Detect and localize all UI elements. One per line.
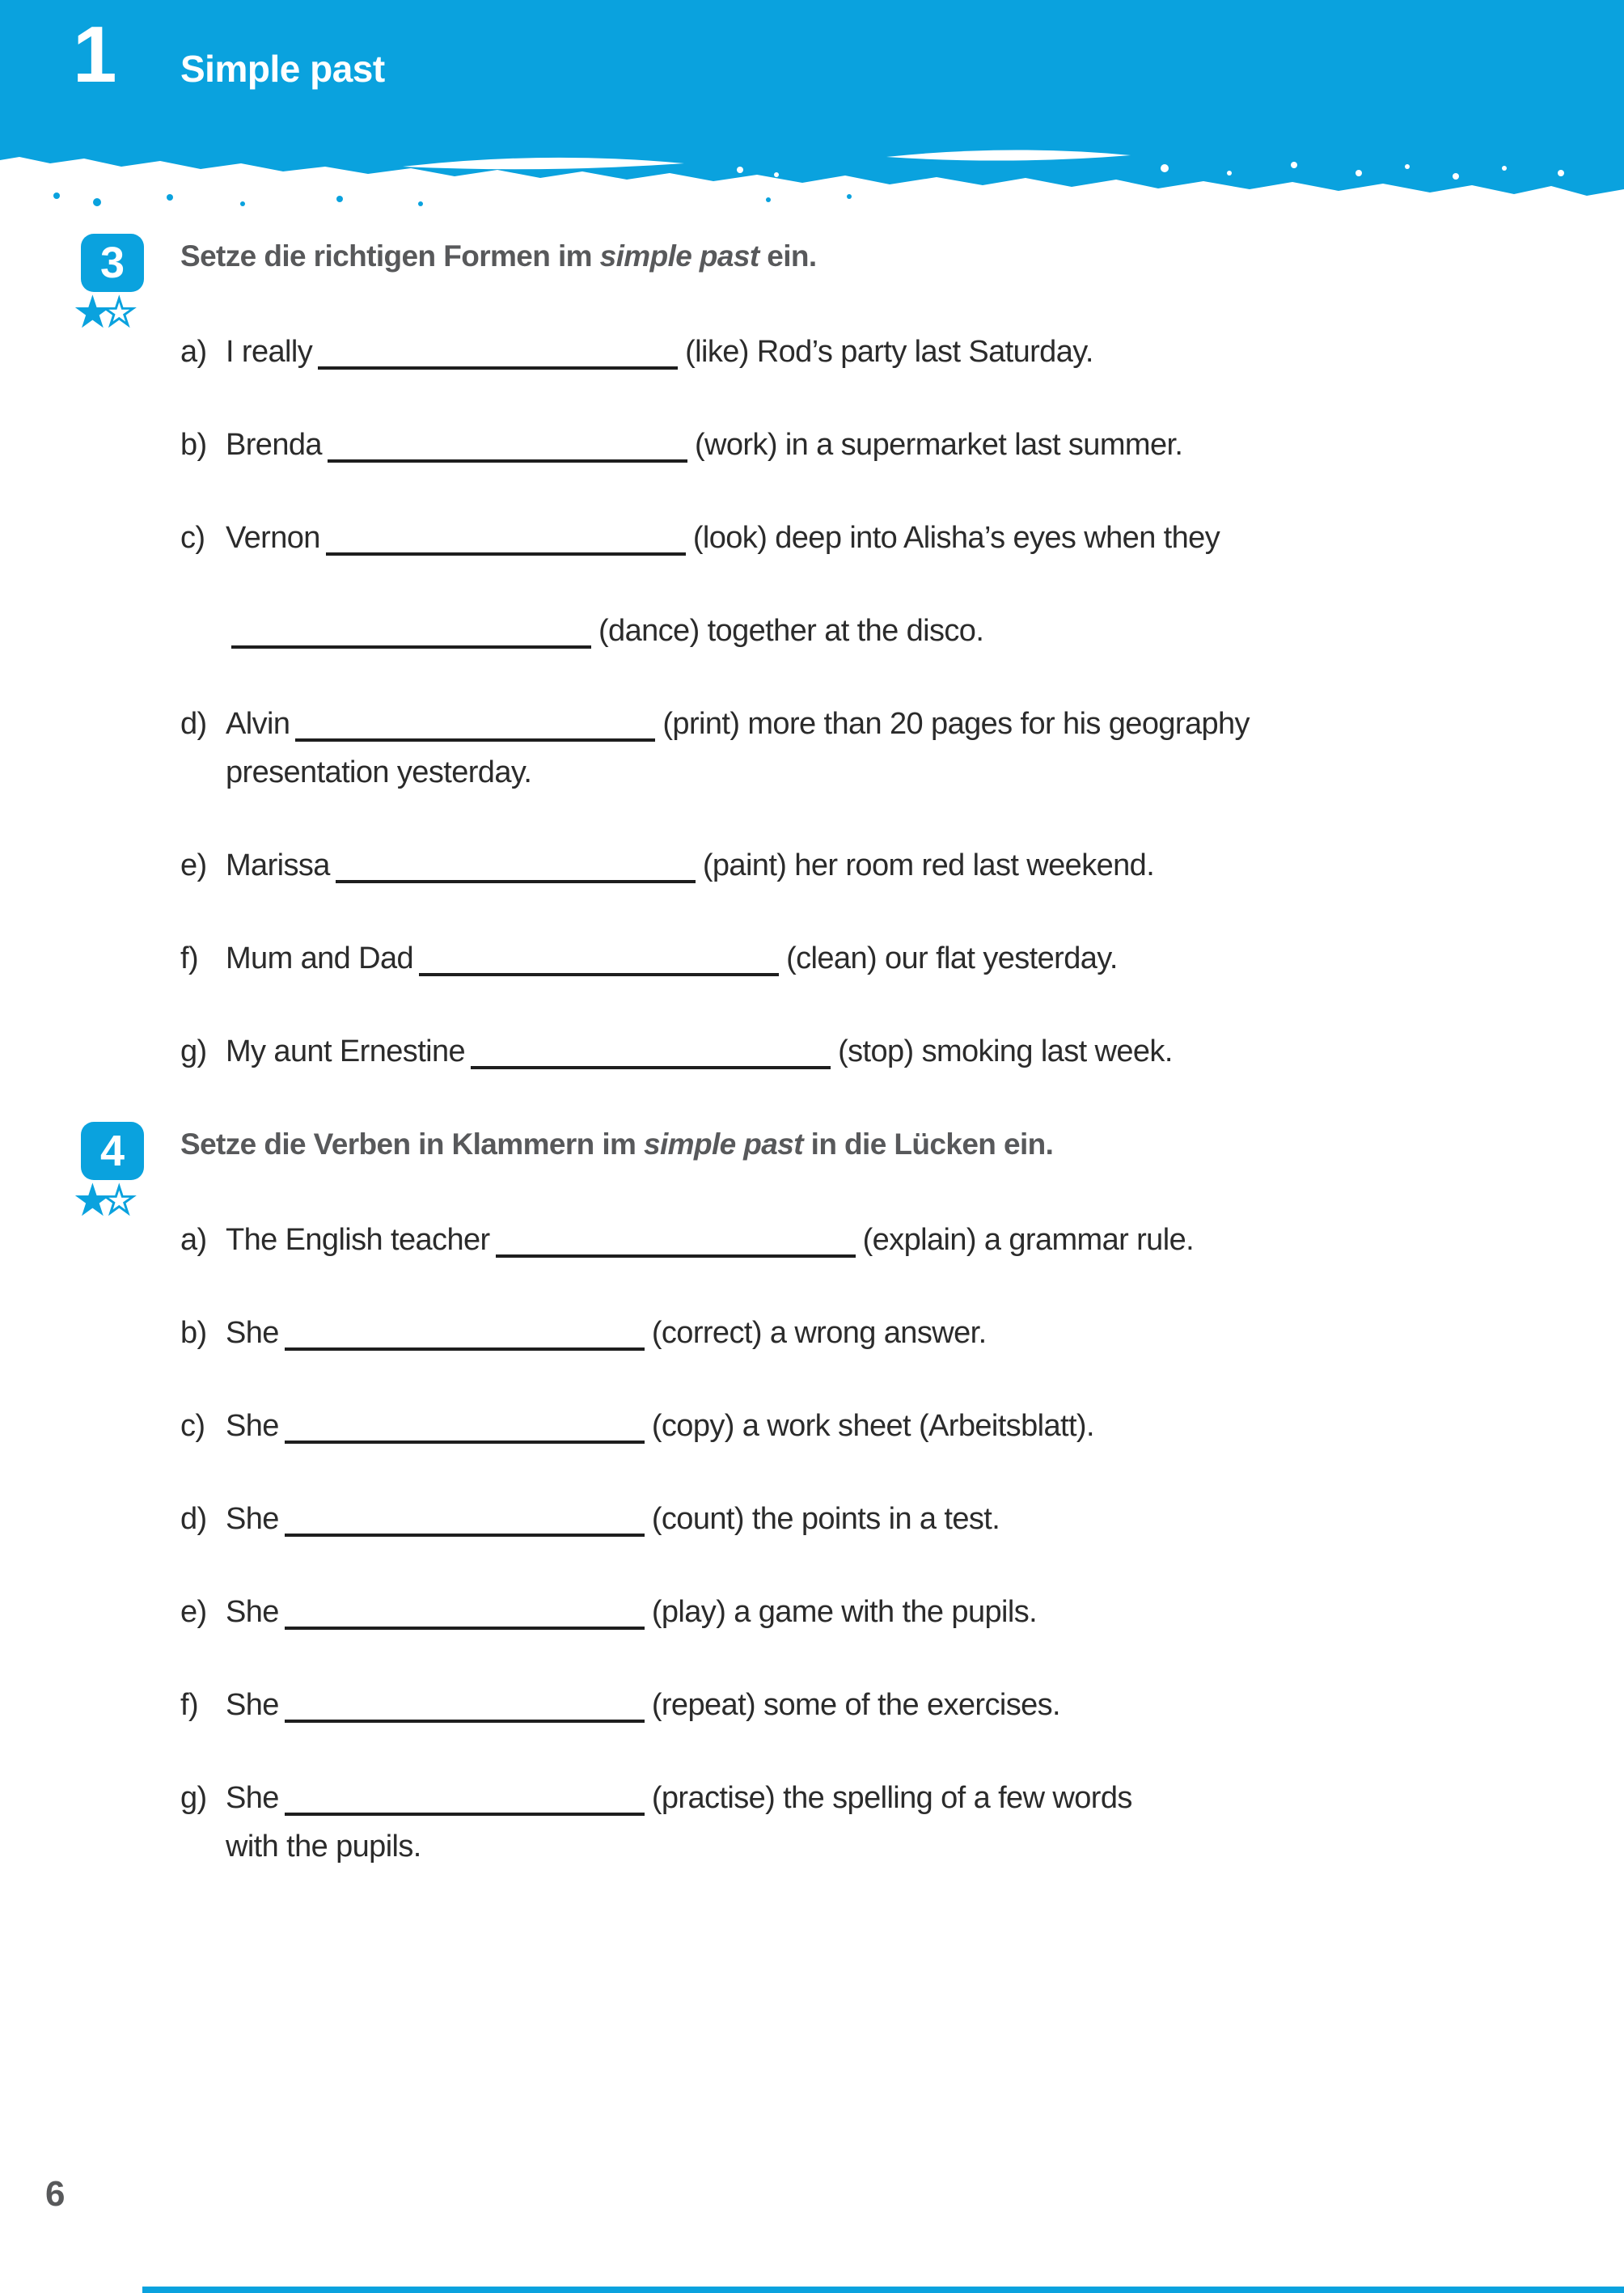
- exercise-item: [180, 1495, 1624, 1543]
- page-number: 6: [45, 2174, 66, 2214]
- item-text: (dance) together at the disco.: [598, 614, 984, 648]
- instruction-text: ein.: [759, 239, 817, 273]
- item-text: (copy) a work sheet (Arbeitsblatt).: [651, 1409, 1094, 1443]
- item-text: The English teacher: [226, 1223, 490, 1257]
- item-text: My aunt Ernestine: [226, 1034, 466, 1068]
- item-line: [226, 1027, 1624, 1076]
- item-text: I really: [226, 335, 313, 369]
- item-line: [226, 748, 1624, 797]
- item-lines: [226, 1681, 1624, 1729]
- instruction-text: Setze die richtigen Formen im: [180, 239, 600, 273]
- item-line: [226, 841, 1624, 890]
- item-text: She: [226, 1409, 279, 1443]
- item-lines: [226, 934, 1624, 983]
- star-filled-icon: ★: [74, 290, 101, 335]
- item-line: [226, 607, 1624, 655]
- fill-in-blank: [231, 610, 591, 649]
- fill-in-blank: [285, 1777, 645, 1816]
- item-lines: [226, 421, 1624, 469]
- fill-in-blank: [295, 703, 655, 742]
- item-label: a): [180, 1223, 207, 1257]
- exercise-item: [180, 1774, 1624, 1871]
- fill-in-blank: [285, 1312, 645, 1351]
- item-label: f): [180, 1688, 199, 1722]
- item-list: [180, 1216, 1624, 1871]
- exercises-container: [0, 232, 1624, 1915]
- item-label: b): [180, 1316, 207, 1350]
- exercise-instruction: [180, 1120, 1624, 1169]
- item-label: c): [180, 1409, 205, 1443]
- item-line: [226, 328, 1624, 376]
- item-text: She: [226, 1595, 279, 1629]
- fill-in-blank: [419, 937, 779, 976]
- item-line: [226, 700, 1624, 748]
- fill-in-blank: [285, 1591, 645, 1630]
- item-text: (print) more than 20 pages for his geography: [662, 707, 1250, 741]
- fill-in-blank: [285, 1498, 645, 1537]
- item-text: (paint) her room red last weekend.: [702, 848, 1155, 882]
- item-label: c): [180, 521, 205, 555]
- item-text: Marissa: [226, 848, 330, 882]
- item-lines: [226, 1588, 1624, 1636]
- exercise-item: [180, 328, 1624, 376]
- item-label: a): [180, 335, 207, 369]
- item-line: [226, 1216, 1624, 1264]
- fill-in-blank: [285, 1405, 645, 1444]
- item-text: (correct) a wrong answer.: [651, 1316, 987, 1350]
- exercise-item: [180, 1216, 1624, 1264]
- item-line: [226, 1822, 1624, 1871]
- header-brush-band: [0, 0, 1624, 220]
- item-text: (look) deep into Alisha’s eyes when they: [692, 521, 1220, 555]
- item-text: She: [226, 1688, 279, 1722]
- instruction-text: in die Lücken ein.: [802, 1127, 1054, 1161]
- instruction-term: simple past: [644, 1127, 803, 1161]
- item-text: with the pupils.: [226, 1830, 421, 1864]
- item-lines: [226, 1027, 1624, 1076]
- exercise-item: [180, 1681, 1624, 1729]
- unit-title: Simple past: [180, 48, 385, 90]
- exercise-item: [180, 1027, 1624, 1076]
- item-text: (stop) smoking last week.: [838, 1034, 1173, 1068]
- item-lines: [226, 1309, 1624, 1357]
- fill-in-blank: [496, 1219, 856, 1258]
- item-text: Brenda: [226, 428, 322, 462]
- difficulty-stars: [74, 1180, 128, 1221]
- fill-in-blank: [336, 844, 696, 883]
- star-filled-icon: ★: [74, 1178, 101, 1223]
- item-text: (play) a game with the pupils.: [651, 1595, 1038, 1629]
- item-line: [226, 1774, 1624, 1822]
- item-line: [226, 934, 1624, 983]
- item-text: Vernon: [226, 521, 320, 555]
- item-label: d): [180, 1502, 207, 1536]
- item-label: g): [180, 1781, 207, 1815]
- star-outline-icon: ☆: [100, 290, 128, 335]
- exercise-number-badge: 3: [81, 234, 144, 292]
- item-line: [226, 1309, 1624, 1357]
- item-text: She: [226, 1502, 279, 1536]
- item-text: Alvin: [226, 707, 290, 741]
- item-label: f): [180, 941, 199, 975]
- item-text: (clean) our flat yesterday.: [786, 941, 1118, 975]
- exercise-item: [180, 934, 1624, 983]
- bottom-accent-strip: [142, 2287, 1624, 2293]
- exercise-item: [180, 421, 1624, 469]
- star-outline-icon: ☆: [100, 1178, 128, 1223]
- unit-number: 1: [73, 10, 115, 99]
- item-text: (like) Rod’s party last Saturday.: [685, 335, 1093, 369]
- item-text: Mum and Dad: [226, 941, 414, 975]
- item-text: (repeat) some of the exercises.: [651, 1688, 1061, 1722]
- item-lines: [226, 1774, 1624, 1871]
- item-text: (count) the points in a test.: [651, 1502, 1000, 1536]
- item-text: She: [226, 1781, 279, 1815]
- item-text: (work) in a supermarket last summer.: [694, 428, 1183, 462]
- fill-in-blank: [318, 331, 678, 370]
- unit-header: [0, 0, 1624, 220]
- item-lines: [226, 514, 1624, 655]
- item-lines: [226, 1216, 1624, 1264]
- exercise-3: [0, 232, 1624, 1076]
- difficulty-stars: [74, 290, 128, 335]
- item-line: [226, 514, 1624, 562]
- instruction-text: Setze die Verben in Klammern im: [180, 1127, 644, 1161]
- fill-in-blank: [285, 1684, 645, 1723]
- item-text: She: [226, 1316, 279, 1350]
- item-label: g): [180, 1034, 207, 1068]
- exercise-item: [180, 841, 1624, 890]
- item-text: presentation yesterday.: [226, 755, 532, 789]
- item-lines: [226, 700, 1624, 797]
- item-line: [226, 421, 1624, 469]
- item-line: [226, 1495, 1624, 1543]
- instruction-term: simple past: [599, 239, 759, 273]
- item-label: b): [180, 428, 207, 462]
- item-lines: [226, 841, 1624, 890]
- exercise-item: [180, 700, 1624, 797]
- item-lines: [226, 328, 1624, 376]
- fill-in-blank: [328, 424, 687, 463]
- item-label: d): [180, 707, 207, 741]
- item-lines: [226, 1402, 1624, 1450]
- fill-in-blank: [326, 517, 686, 556]
- fill-in-blank: [471, 1030, 831, 1069]
- exercise-item: [180, 514, 1624, 655]
- exercise-item: [180, 1588, 1624, 1636]
- exercise-4: [0, 1120, 1624, 1871]
- exercise-instruction: [180, 232, 1624, 281]
- exercise-number-badge: 4: [81, 1122, 144, 1180]
- item-label: e): [180, 1595, 207, 1629]
- exercise-item: [180, 1402, 1624, 1450]
- item-line: [226, 1402, 1624, 1450]
- item-text: (explain) a grammar rule.: [862, 1223, 1195, 1257]
- item-line: [226, 1681, 1624, 1729]
- item-label: e): [180, 848, 207, 882]
- item-list: [180, 328, 1624, 1076]
- item-text: (practise) the spelling of a few words: [651, 1781, 1132, 1815]
- item-lines: [226, 1495, 1624, 1543]
- item-line: [226, 1588, 1624, 1636]
- exercise-item: [180, 1309, 1624, 1357]
